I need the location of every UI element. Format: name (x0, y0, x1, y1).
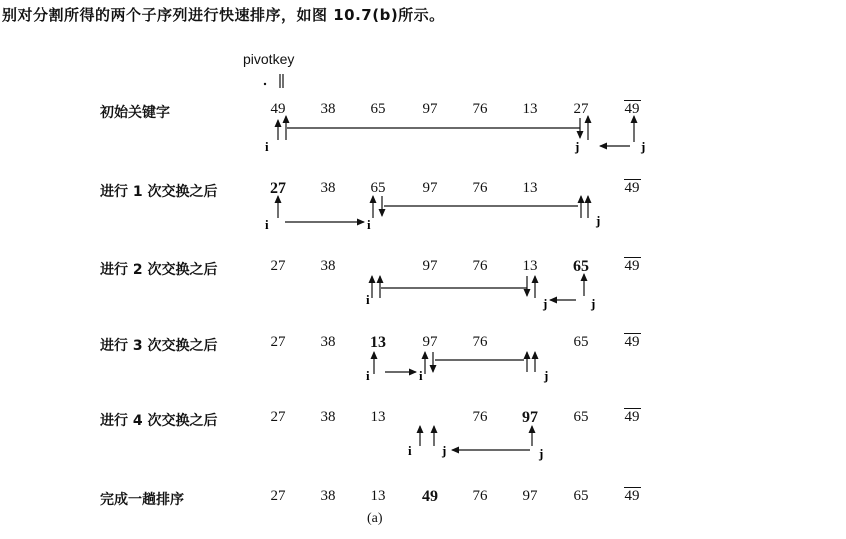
key-value-text: 97 (422, 180, 438, 196)
pointer-i: i (366, 292, 370, 307)
key-value-text: 13 (522, 258, 538, 274)
pointer-i: i (367, 217, 371, 232)
pointer-j: j (596, 213, 601, 228)
key-value-text: 76 (472, 334, 488, 350)
pointer-j: j (575, 139, 580, 154)
pointer-j: j (641, 139, 646, 154)
key-value-text: 38 (320, 258, 336, 274)
key-value-text: 27 (270, 334, 286, 350)
key-value-text: 13 (370, 409, 386, 425)
pointer-j: j (543, 296, 548, 311)
key-value-text: 49 (624, 101, 640, 117)
key-value-text: 97 (422, 101, 438, 117)
pointer-i: i (408, 443, 412, 458)
key-value-text: 13 (522, 180, 538, 196)
key-value-text: 27 (270, 409, 286, 425)
pointer-i: i (366, 368, 370, 383)
key-value-text: 38 (320, 334, 336, 350)
row-label: 完成一趟排序 (100, 492, 184, 508)
key-value-text: 65 (573, 488, 589, 504)
pointer-j: j (442, 443, 447, 458)
key-value-text: 49 (624, 334, 640, 350)
key-value-text: 97 (422, 258, 438, 274)
pivotkey-label: pivotkey (243, 51, 295, 67)
key-value-text: 76 (472, 180, 488, 196)
key-value-text: 65 (573, 258, 589, 275)
key-value-text: 13 (370, 334, 386, 351)
key-value-text: 38 (320, 101, 336, 117)
key-value-text: 65 (573, 334, 589, 350)
key-value-text: 76 (472, 258, 488, 274)
key-value-text: 49 (624, 488, 640, 504)
key-value-text: 65 (370, 101, 386, 117)
pointer-j: j (544, 368, 549, 383)
key-value-text: 49 (422, 488, 438, 505)
key-value-text: 27 (270, 488, 286, 504)
pivot-marker (264, 74, 283, 88)
key-value-text: 49 (624, 258, 640, 274)
row-label: 进行 2 次交换之后 (100, 262, 218, 278)
figure-caption: (a) (367, 511, 383, 526)
pointer-j: j (591, 296, 596, 311)
key-value-text: 49 (624, 409, 640, 425)
pointer-i: i (265, 139, 269, 154)
key-value-text: 27 (270, 258, 286, 274)
key-value-text: 76 (472, 488, 488, 504)
key-value-text: 97 (522, 488, 538, 504)
key-value-text: 13 (522, 101, 538, 117)
key-value-text: 27 (270, 180, 286, 197)
key-value-text: 65 (573, 409, 589, 425)
key-value-text: 38 (320, 409, 336, 425)
key-value-text: 49 (270, 101, 286, 117)
key-value-text: 76 (472, 409, 488, 425)
key-value-text: 97 (422, 334, 438, 350)
row-label: 初始关键字 (100, 105, 170, 121)
key-value-text: 38 (320, 488, 336, 504)
key-value-text: 13 (370, 488, 386, 504)
key-value-text: 97 (522, 409, 538, 426)
pointer-i: i (265, 217, 269, 232)
pointer-j: j (539, 446, 544, 461)
row-label: 进行 3 次交换之后 (100, 338, 218, 354)
intro-text: 别对分割所得的两个子序列进行快速排序，如图 10.7(b)所示。 (2, 6, 445, 24)
pointer-i: i (419, 368, 423, 383)
key-value-text: 38 (320, 180, 336, 196)
key-value-text: 27 (573, 101, 589, 117)
row-label: 进行 1 次交换之后 (100, 184, 218, 200)
pointer-arrows (265, 116, 645, 461)
row-label: 进行 4 次交换之后 (100, 413, 218, 429)
key-value-text: 49 (624, 180, 640, 196)
key-value-text: 65 (370, 180, 386, 196)
key-value-text: 76 (472, 101, 488, 117)
